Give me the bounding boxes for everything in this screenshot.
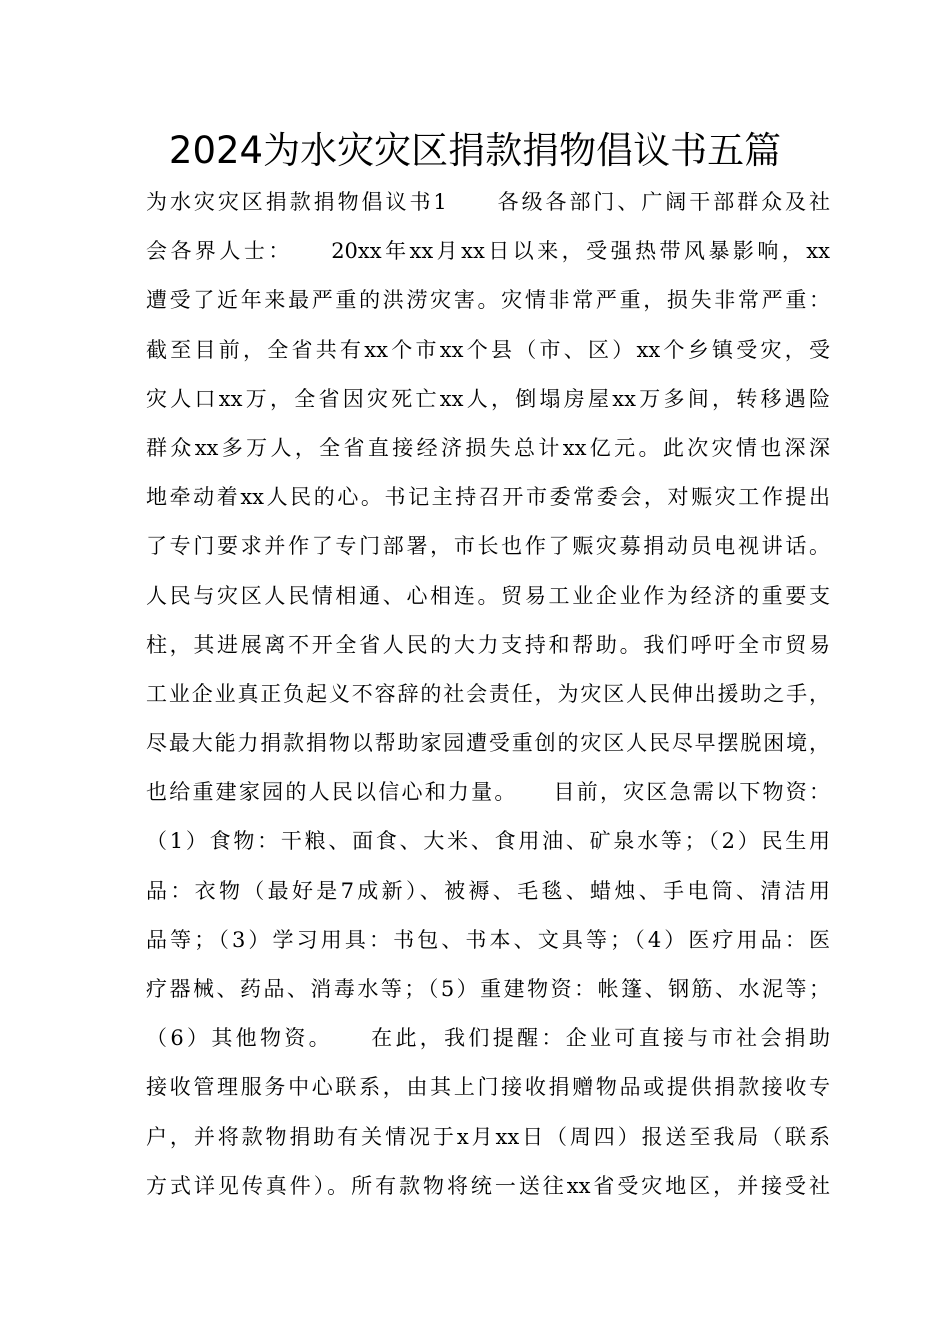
body-line-8: 了专门要求并作了专门部署，市长也作了赈灾募捐动员电视讲话。	[146, 534, 830, 559]
document-body	[146, 178, 830, 1211]
body-line-10: 柱，其进展离不开全省人民的大力支持和帮助。我们呼吁全市贸易	[146, 632, 830, 657]
body-line-9: 人民与灾区人民情相通、心相连。贸易工业企业作为经济的重要支	[146, 583, 830, 608]
body-line-4: 截至目前，全省共有xx个市xx个县（市、区）xx个乡镇受灾，受	[146, 337, 830, 362]
body-line-1: 为水灾灾区捐款捐物倡议书1 各级各部门、广阔干部群众及社	[146, 190, 830, 214]
body-line-5: 灾人口xx万，全省因灾死亡xx人，倒塌房屋xx万多间，转移遇险	[146, 386, 830, 411]
body-line-11: 工业企业真正负起义不容辞的社会责任，为灾区人民伸出援助之手，	[146, 681, 830, 706]
body-line-18: （6）其他物资。 在此，我们提醒：企业可直接与市社会捐助	[146, 1026, 830, 1051]
body-line-6: 群众xx多万人，全省直接经济损失总计xx亿元。此次灾情也深深	[146, 435, 830, 460]
document-title: 2024为水灾灾区捐款捐物倡议书五篇	[168, 129, 782, 172]
body-line-16: 品等；（3）学习用具：书包、书本、文具等；（4）医疗用品：医	[146, 927, 830, 952]
body-line-15: 品：衣物（最好是7成新）、被褥、毛毯、蜡烛、手电筒、清洁用	[146, 878, 830, 903]
body-line-19: 接收管理服务中心联系，由其上门接收捐赠物品或提供捐款接收专	[146, 1075, 830, 1100]
body-line-7: 地牵动着xx人民的心。书记主持召开市委常委会，对赈灾工作提出	[146, 485, 830, 510]
body-line-17: 疗器械、药品、消毒水等；（5）重建物资：帐篷、钢筋、水泥等；	[146, 977, 830, 1001]
body-line-20: 户，并将款物捐助有关情况于x月xx日（周四）报送至我局（联系	[146, 1124, 830, 1149]
body-line-2: 会各界人士： 20xx年xx月xx日以来，受强热带风暴影响，xx	[146, 239, 830, 264]
body-line-3: 遭受了近年来最严重的洪涝灾害。灾情非常严重，损失非常严重：	[146, 288, 830, 313]
body-line-21: 方式详见传真件）。所有款物将统一送往xx省受灾地区，并接受社	[146, 1173, 830, 1198]
body-line-14: （1）食物：干粮、面食、大米、食用油、矿泉水等；（2）民生用	[146, 829, 830, 854]
body-line-12: 尽最大能力捐款捐物以帮助家园遭受重创的灾区人民尽早摆脱困境，	[146, 731, 830, 756]
body-line-13: 也给重建家园的人民以信心和力量。 目前，灾区急需以下物资：	[146, 780, 830, 805]
